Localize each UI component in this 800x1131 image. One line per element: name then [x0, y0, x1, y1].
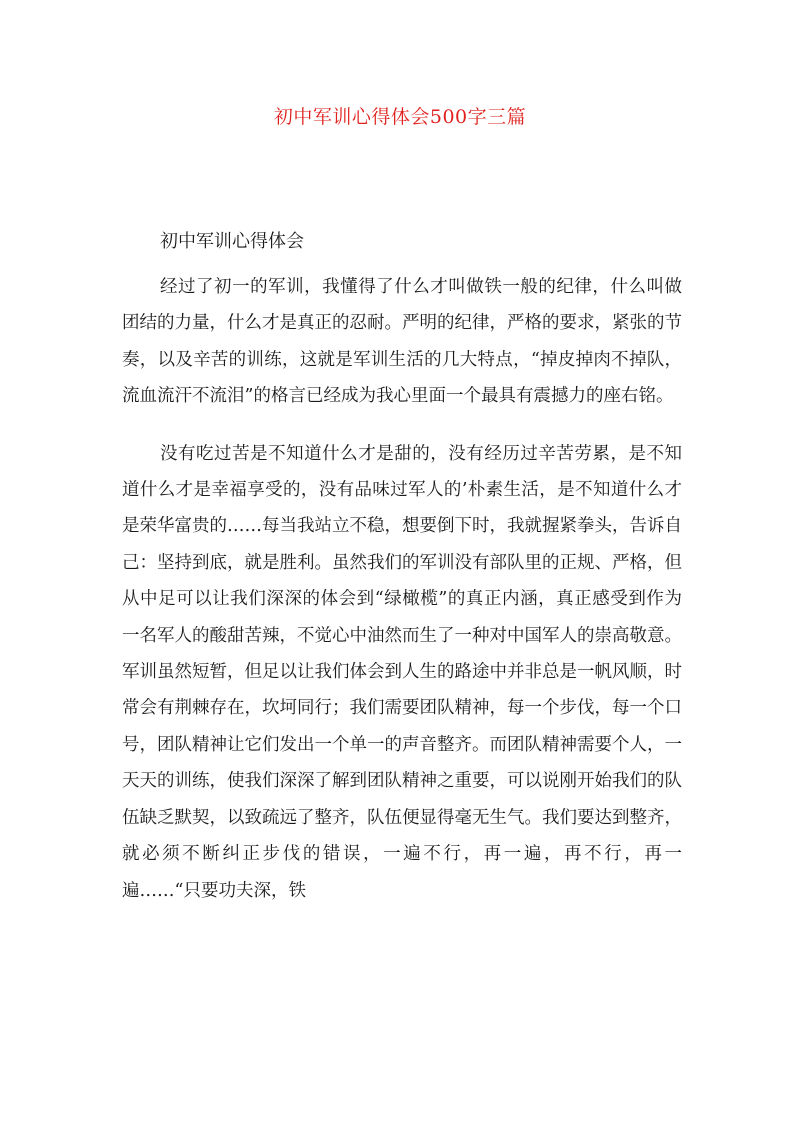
paragraph-1: 经过了初一的军训，我懂得了什么才叫做铁一般的纪律，什么叫做团结的力量，什么才是真正的忍耐。严明的纪律，严格的要求，紧张的节奏，以及辛苦的训练，这就是军训生活的几大特点，“掉皮掉肉不掉队，流血流汗不流泪”的格言已经成为我心里面一个最具有震撼力的座右铭。 — [122, 277, 682, 407]
document-title: 初中军训心得体会500字三篇 — [273, 106, 527, 128]
paragraph-2: 没有吃过苦是不知道什么才是甜的，没有经历过辛苦劳累，是不知道什么才是幸福享受的，没有品味过军人的’朴素生活，是不知道什么才是荣华富贵的……每当我站立不稳，想要倒下时，我就握紧拳头，告诉自己：坚持到底，就是胜利。虽然我们的军训没有部队里的正规、严格，但从中足可以让我们深深的体会到“绿橄榄”的真正内涵，真正感受到作为一名军人的酸甜苦辣，不觉心中油然而生了一种对中国军人的崇高敬意。军训虽然短暂，但足以让我们体会到人生的路途中并非总是一帆风顺，时常会有荆棘存在，坎坷同行；我们需要团队精神，每一个步伐，每一个口号，团队精神让它们发出一个单一的声音整齐。而团队精神需要个人，一天天的训练，使我们深深了解到团队精神之重要，可以说刚开始我们的队伍缺乏默契，以致疏远了整齐，队伍便显得毫无生气。我们要达到整齐，就必须不断纠正步伐的错误，一遍不行，再一遍，再不行，再一遍……“只要功夫深，铁 — [122, 443, 682, 901]
document-body — [122, 269, 682, 930]
section-heading: 初中军训心得体会 — [160, 231, 304, 252]
